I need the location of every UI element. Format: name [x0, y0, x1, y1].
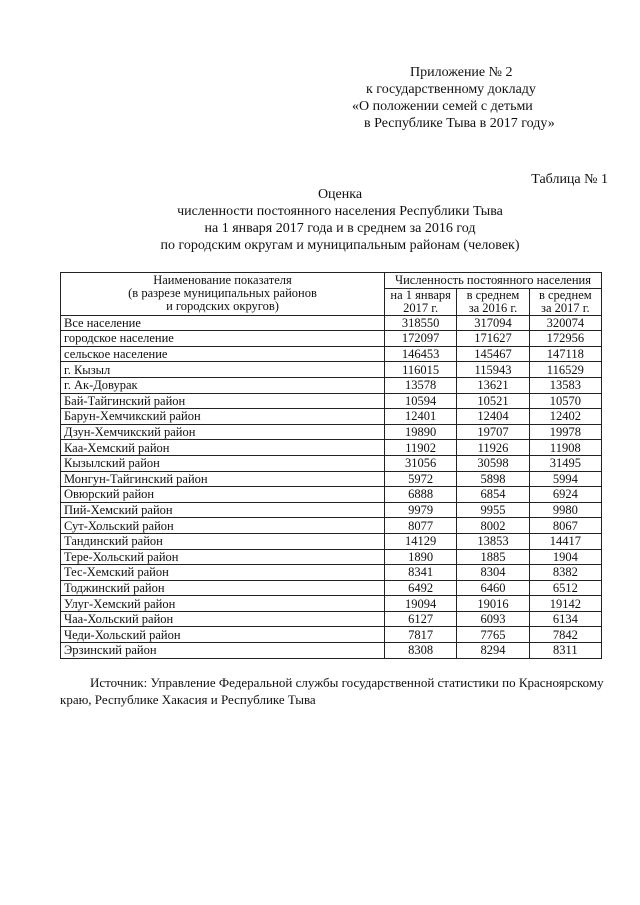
header-population-group: Численность постоянного населения — [384, 273, 601, 289]
row-value-avg-2016: 19707 — [457, 424, 529, 440]
table-row — [61, 424, 602, 440]
row-value-jan-2017: 14129 — [384, 533, 456, 549]
row-name: Каа-Хемский район — [61, 440, 385, 456]
row-name: Пий-Хемский район — [61, 502, 385, 518]
table-body — [61, 315, 602, 658]
table-row — [61, 643, 602, 659]
table-row — [61, 393, 602, 409]
row-value-jan-2017: 318550 — [384, 315, 456, 331]
table-row — [61, 346, 602, 362]
row-value-avg-2017: 8067 — [529, 518, 601, 534]
row-value-avg-2016: 8002 — [457, 518, 529, 534]
row-value-avg-2016: 13621 — [457, 377, 529, 393]
row-value-jan-2017: 6888 — [384, 487, 456, 503]
row-value-avg-2017: 11908 — [529, 440, 601, 456]
row-name: Тандинский район — [61, 533, 385, 549]
row-value-avg-2016: 7765 — [457, 627, 529, 643]
source-note: Источник: Управление Федеральной службы государственной статистики по Красноярскому краю, Республике Хакасия и Республике Тыва — [60, 675, 604, 707]
row-value-avg-2016: 6093 — [457, 611, 529, 627]
row-value-avg-2016: 1885 — [457, 549, 529, 565]
header-avg-2016: в среднем за 2016 г. — [457, 288, 529, 315]
row-name: Бай-Тайгинский район — [61, 393, 385, 409]
row-value-avg-2017: 5994 — [529, 471, 601, 487]
row-value-avg-2017: 13583 — [529, 377, 601, 393]
table-row — [61, 362, 602, 378]
row-name: Монгун-Тайгинский район — [61, 471, 385, 487]
row-value-jan-2017: 5972 — [384, 471, 456, 487]
row-value-avg-2016: 11926 — [457, 440, 529, 456]
row-value-avg-2017: 12402 — [529, 409, 601, 425]
table-row — [61, 533, 602, 549]
table-row — [61, 518, 602, 534]
row-value-avg-2016: 19016 — [457, 596, 529, 612]
row-value-avg-2017: 14417 — [529, 533, 601, 549]
table-row — [61, 440, 602, 456]
row-value-avg-2017: 10570 — [529, 393, 601, 409]
row-value-jan-2017: 116015 — [384, 362, 456, 378]
table-row — [61, 580, 602, 596]
row-value-avg-2017: 6924 — [529, 487, 601, 503]
table-row — [61, 471, 602, 487]
row-value-jan-2017: 10594 — [384, 393, 456, 409]
row-value-avg-2016: 6854 — [457, 487, 529, 503]
row-value-jan-2017: 1890 — [384, 549, 456, 565]
table-row — [61, 627, 602, 643]
row-value-jan-2017: 11902 — [384, 440, 456, 456]
row-value-avg-2017: 116529 — [529, 362, 601, 378]
row-value-avg-2017: 19142 — [529, 596, 601, 612]
row-name: Тоджинский район — [61, 580, 385, 596]
row-name: Овюрский район — [61, 487, 385, 503]
row-name: Все население — [61, 315, 385, 331]
table-row — [61, 487, 602, 503]
row-value-avg-2017: 8311 — [529, 643, 601, 659]
row-value-jan-2017: 6492 — [384, 580, 456, 596]
header-indicator-name: Наименование показателя (в разрезе муниципальных районов и городских округов) — [61, 273, 385, 316]
row-value-avg-2017: 147118 — [529, 346, 601, 362]
row-value-jan-2017: 8341 — [384, 565, 456, 581]
row-value-avg-2016: 171627 — [457, 331, 529, 347]
row-value-jan-2017: 146453 — [384, 346, 456, 362]
row-value-jan-2017: 8077 — [384, 518, 456, 534]
table-number: Таблица № 1 — [531, 172, 608, 187]
table-row — [61, 502, 602, 518]
row-value-jan-2017: 19890 — [384, 424, 456, 440]
row-value-avg-2017: 9980 — [529, 502, 601, 518]
population-table — [60, 272, 602, 659]
row-value-avg-2016: 115943 — [457, 362, 529, 378]
row-name: г. Кызыл — [61, 362, 385, 378]
row-name: Эрзинский район — [61, 643, 385, 659]
row-name: Сут-Хольский район — [61, 518, 385, 534]
table-row — [61, 565, 602, 581]
row-value-jan-2017: 6127 — [384, 611, 456, 627]
row-name: Чеди-Хольский район — [61, 627, 385, 643]
table-row — [61, 549, 602, 565]
table-row — [61, 455, 602, 471]
document-title — [60, 186, 620, 254]
row-value-avg-2016: 5898 — [457, 471, 529, 487]
row-value-avg-2016: 30598 — [457, 455, 529, 471]
title-line-2: численности постоянного населения Республики Тыва — [177, 204, 503, 219]
row-value-jan-2017: 31056 — [384, 455, 456, 471]
appendix-line-4: в Республике Тыва в 2017 году» — [364, 116, 555, 131]
row-value-avg-2017: 320074 — [529, 315, 601, 331]
row-value-avg-2016: 13853 — [457, 533, 529, 549]
table-row — [61, 315, 602, 331]
row-name: Тес-Хемский район — [61, 565, 385, 581]
row-value-avg-2016: 6460 — [457, 580, 529, 596]
table-row — [61, 331, 602, 347]
row-value-avg-2017: 7842 — [529, 627, 601, 643]
row-value-jan-2017: 19094 — [384, 596, 456, 612]
row-value-avg-2016: 317094 — [457, 315, 529, 331]
table-row — [61, 596, 602, 612]
header-jan-2017: на 1 января 2017 г. — [384, 288, 456, 315]
row-value-jan-2017: 8308 — [384, 643, 456, 659]
title-line-1: Оценка — [317, 187, 363, 202]
row-value-avg-2017: 6512 — [529, 580, 601, 596]
row-value-avg-2016: 9955 — [457, 502, 529, 518]
title-line-3: на 1 января 2017 года и в среднем за 2016 год — [204, 221, 476, 236]
header-avg-2017: в среднем за 2017 г. — [529, 288, 601, 315]
row-name: г. Ак-Довурак — [61, 377, 385, 393]
row-value-avg-2017: 1904 — [529, 549, 601, 565]
row-value-jan-2017: 12401 — [384, 409, 456, 425]
row-value-avg-2017: 31495 — [529, 455, 601, 471]
row-value-avg-2016: 12404 — [457, 409, 529, 425]
row-value-avg-2017: 8382 — [529, 565, 601, 581]
appendix-block — [352, 64, 612, 132]
appendix-line-3: «О положении семей с детьми — [352, 99, 533, 114]
row-value-avg-2017: 6134 — [529, 611, 601, 627]
row-name: Чаа-Хольский район — [61, 611, 385, 627]
row-value-avg-2016: 8294 — [457, 643, 529, 659]
row-name: Кызылский район — [61, 455, 385, 471]
title-line-4: по городским округам и муниципальным районам (человек) — [160, 238, 520, 253]
table-row — [61, 409, 602, 425]
row-name: городское население — [61, 331, 385, 347]
row-value-avg-2017: 19978 — [529, 424, 601, 440]
row-name: сельское население — [61, 346, 385, 362]
row-value-jan-2017: 13578 — [384, 377, 456, 393]
row-value-avg-2017: 172956 — [529, 331, 601, 347]
table-row — [61, 377, 602, 393]
table-row — [61, 611, 602, 627]
row-value-avg-2016: 8304 — [457, 565, 529, 581]
row-name: Тере-Хольский район — [61, 549, 385, 565]
row-name: Дзун-Хемчикский район — [61, 424, 385, 440]
row-value-jan-2017: 9979 — [384, 502, 456, 518]
row-value-jan-2017: 172097 — [384, 331, 456, 347]
row-name: Барун-Хемчикский район — [61, 409, 385, 425]
row-value-avg-2016: 10521 — [457, 393, 529, 409]
appendix-line-2: к государственному докладу — [366, 82, 536, 97]
row-name: Улуг-Хемский район — [61, 596, 385, 612]
row-value-avg-2016: 145467 — [457, 346, 529, 362]
appendix-line-1: Приложение № 2 — [410, 65, 513, 80]
row-value-jan-2017: 7817 — [384, 627, 456, 643]
